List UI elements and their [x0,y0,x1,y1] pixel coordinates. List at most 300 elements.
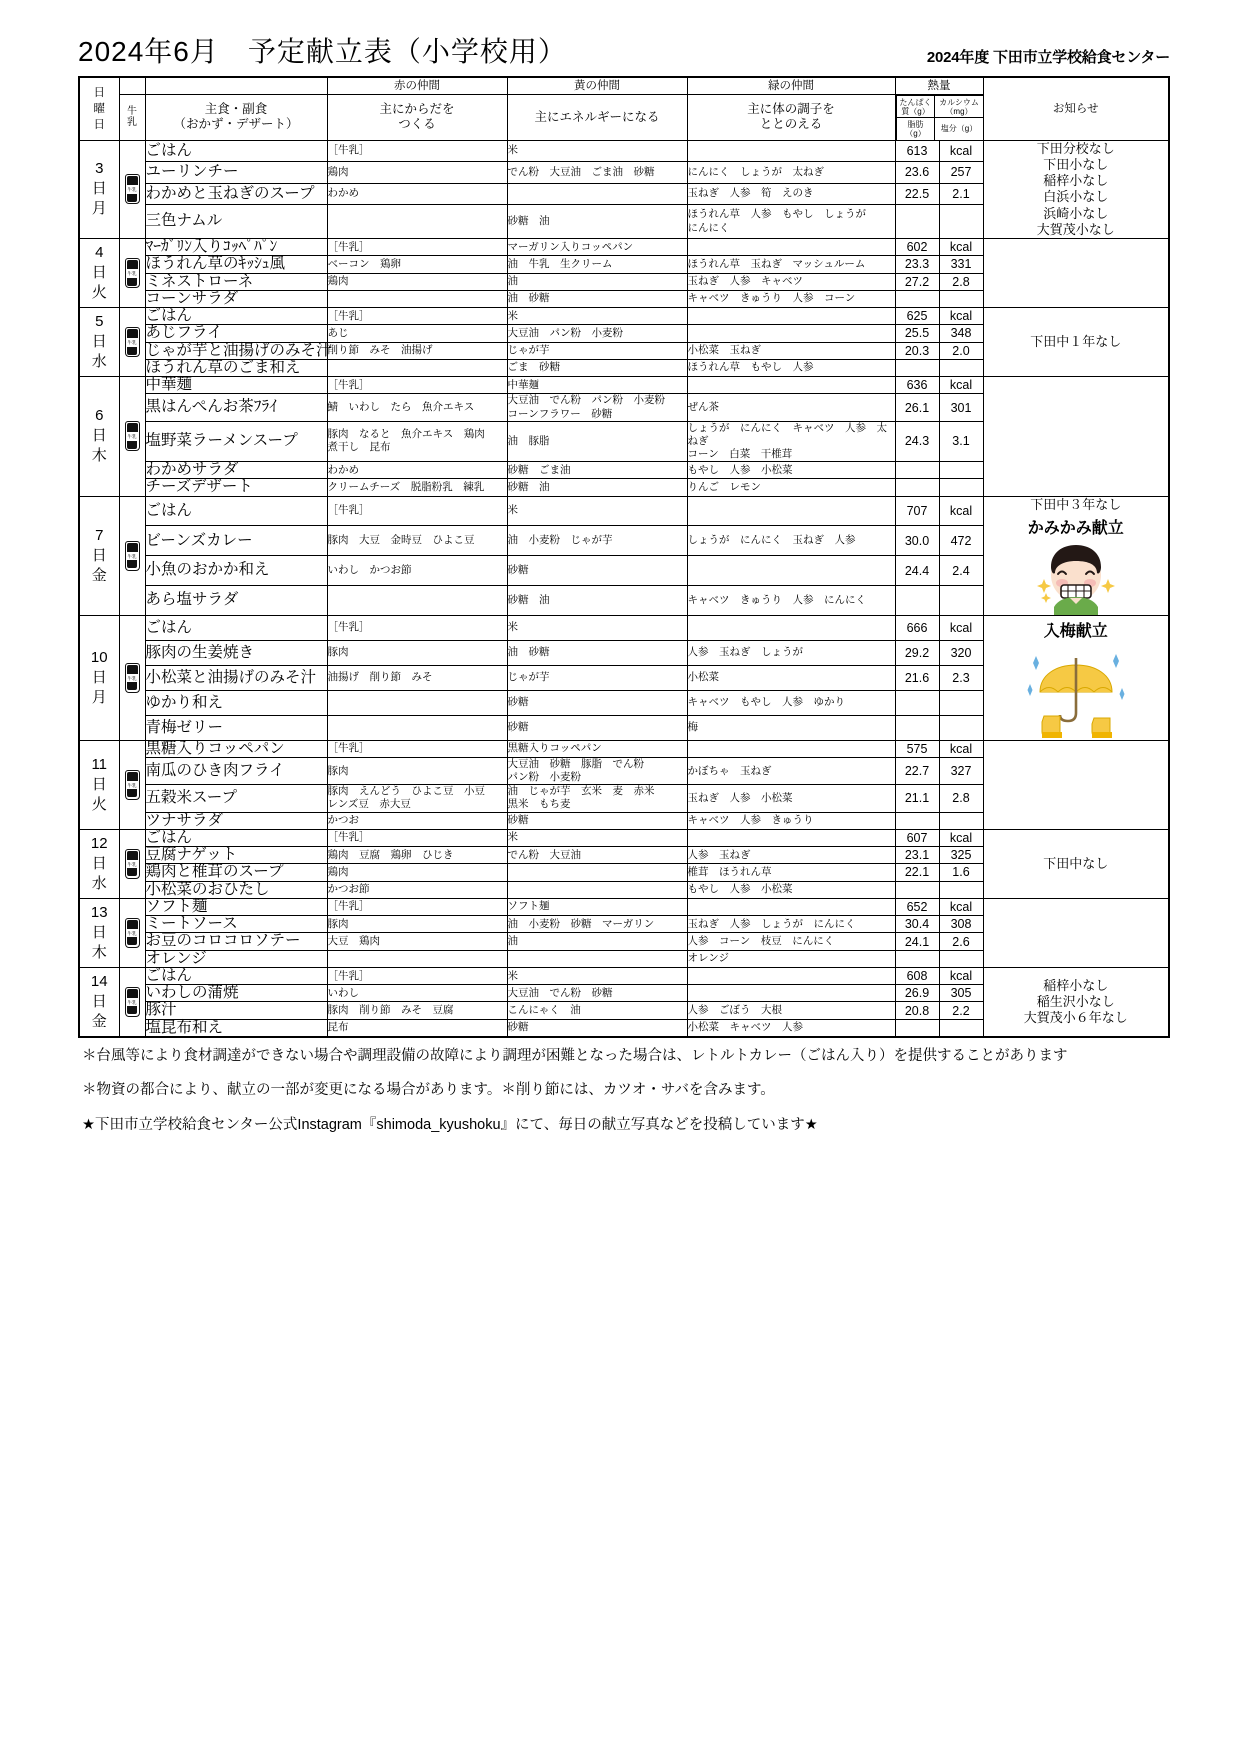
milk-icon-label: 牛乳 [127,999,137,1005]
dish-name: 中華麺 [145,377,327,394]
ingredients-green: 玉ねぎ 人参 筍 えのき [687,183,895,205]
dish-name: ほうれん草のごま和え [145,359,327,376]
ingredients-red: ［牛乳］ [327,615,507,640]
day-weekday: 木 [91,447,107,465]
milk-cell [119,140,145,239]
energy-value: 625 [895,308,939,325]
header-green-line2: ととのえる [759,117,823,132]
header-group-yellow: 黄の仲間 [507,77,687,95]
fat-value: 24.3 [895,421,939,461]
milk-carton-icon [125,541,140,571]
dish-name: 三色ナムル [145,205,327,239]
nutrition-empty [939,1019,983,1037]
header-dish-col [145,95,327,141]
ingredients-green: 小松菜 キャベツ 人参 [687,1019,895,1037]
protein-value: 23.1 [895,847,939,864]
ingredients-yellow: じゃが芋 [507,665,687,690]
ingredients-green: ほうれん草 玉ねぎ マッシュルーム [687,256,895,273]
dish-name: ツナサラダ [145,812,327,829]
notice-line: 下田小なし [1043,156,1109,172]
nutrition-empty [939,812,983,829]
ingredients-red [327,585,507,615]
fat-value: 20.8 [895,1002,939,1019]
ingredients-yellow: 大豆油 でん粉 パン粉 小麦粉 コーンフラワー 砂糖 [507,394,687,421]
day-suffix: 日 [91,923,107,941]
energy-unit: kcal [939,239,983,256]
milk-icon-label: 牛乳 [127,340,137,346]
menu-row [79,496,1169,526]
notice-cell [983,377,1169,496]
notice-cell [983,898,1169,967]
day-cell [79,615,119,740]
page-title: 2024年6月 予定献立表（小学校用） [78,36,567,67]
header-group-green: 緑の仲間 [687,77,895,95]
dish-name: チーズデザート [145,479,327,496]
notice-cell [983,967,1169,1037]
energy-value: 607 [895,829,939,846]
header-day-1: 日 [93,86,105,99]
nutrition-empty [939,205,983,239]
ingredients-green: 人参 コーン 枝豆 にんにく [687,933,895,950]
notice-line: 白浜小なし [1043,189,1109,205]
calcium-value: 325 [939,847,983,864]
smiling-boy-teeth-illustration [1030,541,1122,615]
dish-name: ごはん [145,615,327,640]
day-suffix: 日 [91,546,107,564]
milk-carton-icon [125,258,140,288]
ingredients-yellow: 油 小麦粉 砂糖 マーガリン [507,916,687,933]
ingredients-yellow: 米 [507,308,687,325]
header-protein [896,96,935,118]
ingredients-green: キャベツ きゅうり 人参 にんにく [687,585,895,615]
notice-line: 下田中なし [1043,855,1109,871]
day-number: 10 [90,648,108,666]
ingredients-red [327,290,507,307]
header-dish-line2: （おかず・デザート） [173,117,299,132]
ingredients-yellow: 米 [507,967,687,984]
ingredients-yellow: 砂糖 [507,1019,687,1037]
ingredients-green: 玉ねぎ 人参 キャベツ [687,273,895,290]
menu-body [79,140,1169,1037]
calcium-value: 308 [939,916,983,933]
ingredients-red: 豚肉 [327,758,507,785]
milk-cell [119,239,145,308]
ingredients-yellow: 米 [507,615,687,640]
nutrition-empty [895,205,939,239]
fat-value: 20.3 [895,342,939,359]
calcium-value: 331 [939,256,983,273]
header-protein-l2: 質（g） [901,106,930,116]
ingredients-red [327,690,507,715]
day-number: 6 [95,407,104,425]
ingredients-red: ベーコン 鶏卵 [327,256,507,273]
ingredients-yellow: でん粉 大豆油 ごま油 砂糖 [507,162,687,184]
nutrition-empty [939,950,983,967]
ingredients-green: 人参 ごぼう 大根 [687,1002,895,1019]
menu-row [79,140,1169,162]
energy-unit: kcal [939,308,983,325]
ingredients-green: 小松菜 [687,665,895,690]
ingredients-yellow: 砂糖 [507,556,687,586]
day-suffix: 日 [91,264,107,282]
header-calcium-l2: （mg） [945,106,973,116]
header-group-red: 赤の仲間 [327,77,507,95]
ingredients-green [687,377,895,394]
milk-carton-icon [125,770,140,800]
dish-name: あじフライ [145,325,327,342]
nutrition-empty [895,359,939,376]
notice-cell [983,740,1169,829]
nutrition-empty [939,585,983,615]
menu-row [79,615,1169,640]
energy-unit: kcal [939,615,983,640]
protein-value: 30.4 [895,916,939,933]
ingredients-red: ［牛乳］ [327,740,507,757]
salt-value: 2.1 [939,183,983,205]
notice-cell [983,239,1169,308]
dish-name: 小松菜のおひたし [145,881,327,898]
dish-name: ソフト麺 [145,898,327,915]
header-fat-l1: 脂肪 [907,119,924,129]
ingredients-green: ぜん茶 [687,394,895,421]
milk-icon-label: 牛乳 [127,675,137,681]
dish-name: ごはん [145,140,327,162]
ingredients-red: 鶏肉 [327,864,507,881]
menu-row [79,377,1169,394]
milk-icon-label: 牛乳 [127,930,137,936]
ingredients-red: 鶏肉 [327,273,507,290]
day-suffix: 日 [91,180,107,198]
issuer-name: 2024年度 下田市立学校給食センター [926,49,1170,66]
header-fat [896,118,935,140]
special-menu-label: かみかみ献立 [1027,519,1124,537]
day-weekday: 火 [91,284,107,302]
ingredients-red: ［牛乳］ [327,898,507,915]
dish-name: ごはん [145,967,327,984]
nutrition-empty [939,690,983,715]
dish-name: 青梅ゼリー [145,715,327,740]
milk-carton-icon [125,421,140,451]
notice-line: 浜崎小なし [1043,205,1109,221]
group-header-row [79,77,1169,95]
milk-cell [119,377,145,496]
nutrition-empty [895,812,939,829]
day-suffix: 日 [91,427,107,445]
dish-name: 鶏肉と椎茸のスープ [145,864,327,881]
nutrition-empty [939,359,983,376]
header-nutrition-cols [895,95,983,141]
notice-line: 稲生沢小なし [1036,993,1115,1009]
menu-table [78,76,1170,1038]
header-day-col [79,77,119,140]
dish-name: 豚汁 [145,1002,327,1019]
dish-name: コーンサラダ [145,290,327,307]
milk-cell [119,740,145,829]
nutrition-empty [895,585,939,615]
ingredients-green [687,325,895,342]
day-weekday: 月 [91,688,107,706]
dish-name: いわしの蒲焼 [145,985,327,1002]
energy-value: 613 [895,140,939,162]
day-cell [79,308,119,377]
dish-name: ミネストローネ [145,273,327,290]
dish-name: 五穀米スープ [145,785,327,812]
energy-value: 707 [895,496,939,526]
calcium-value: 327 [939,758,983,785]
energy-value: 666 [895,615,939,640]
ingredients-red: かつお [327,812,507,829]
milk-icon-label: 牛乳 [127,271,137,277]
ingredients-green: 小松菜 玉ねぎ [687,342,895,359]
milk-icon-label: 牛乳 [127,861,137,867]
footnote-3: ★下田市立学校給食センター公式Instagram『shimoda_kyushoku』にて、毎日の献立写真などを投稿しています★ [82,1116,818,1133]
protein-value: 30.0 [895,526,939,556]
ingredients-green [687,239,895,256]
day-number: 13 [90,903,108,921]
day-weekday: 金 [91,566,107,584]
menu-row [79,898,1169,915]
dish-name: 小松菜と油揚げのみそ汁 [145,665,327,690]
ingredients-green [687,556,895,586]
day-number: 5 [95,313,104,331]
ingredients-red: いわし かつお節 [327,556,507,586]
ingredients-green [687,985,895,1002]
ingredients-yellow: 砂糖 油 [507,479,687,496]
energy-value: 608 [895,967,939,984]
header-group-blank-milk [119,77,145,95]
header-calcium [935,96,983,118]
milk-cell [119,898,145,967]
ingredients-red: 油揚げ 削り節 みそ [327,665,507,690]
ingredients-red: 鯖 いわし たら 魚介エキス [327,394,507,421]
milk-icon-label: 牛乳 [127,434,137,440]
ingredients-yellow: 砂糖 [507,812,687,829]
ingredients-red: 鶏肉 [327,162,507,184]
energy-unit: kcal [939,140,983,162]
milk-icon-label: 牛乳 [127,187,137,193]
ingredients-green: キャベツ きゅうり 人参 コーン [687,290,895,307]
day-suffix: 日 [91,333,107,351]
day-cell [79,377,119,496]
ingredients-green: 玉ねぎ 人参 しょうが にんにく [687,916,895,933]
ingredients-green [687,496,895,526]
dish-name: 黒糖入りコッペパン [145,740,327,757]
ingredients-yellow: 油 [507,933,687,950]
menu-row [79,740,1169,757]
ingredients-red: ［牛乳］ [327,239,507,256]
dish-name: ﾏｰｶﾞﾘﾝ入りｺｯﾍﾟﾊﾟﾝ [145,239,327,256]
calcium-value: 257 [939,162,983,184]
header-yellow-col: 主にエネルギーになる [507,95,687,141]
protein-value: 22.7 [895,758,939,785]
ingredients-red: ［牛乳］ [327,140,507,162]
day-cell [79,829,119,898]
ingredients-green: キャベツ もやし 人参 ゆかり [687,690,895,715]
ingredients-green [687,740,895,757]
day-cell [79,967,119,1037]
ingredients-red: 豚肉 えんどう ひよこ豆 小豆 レンズ豆 赤大豆 [327,785,507,812]
salt-value: 2.0 [939,342,983,359]
ingredients-yellow: 油 じゃが芋 玄米 麦 赤米 黒米 もち麦 [507,785,687,812]
dish-name: 黒はんぺんお茶ﾌﾗｲ [145,394,327,421]
fat-value: 21.1 [895,785,939,812]
ingredients-red [327,359,507,376]
ingredients-yellow [507,183,687,205]
ingredients-yellow [507,950,687,967]
ingredients-green: 人参 玉ねぎ [687,847,895,864]
ingredients-yellow: ごま 砂糖 [507,359,687,376]
energy-unit: kcal [939,496,983,526]
notice-cell [983,615,1169,740]
salt-value: 3.1 [939,421,983,461]
header-dish-line1: 主食・副食 [204,102,268,117]
ingredients-red: かつお節 [327,881,507,898]
day-cell [79,496,119,615]
energy-unit: kcal [939,740,983,757]
ingredients-yellow: 砂糖 [507,690,687,715]
ingredients-green [687,308,895,325]
header-red-line2: つくる [398,117,436,132]
ingredients-yellow: こんにゃく 油 [507,1002,687,1019]
notice-cell [983,140,1169,239]
ingredients-green: ほうれん草 もやし 人参 [687,359,895,376]
fat-value: 22.5 [895,183,939,205]
header-salt: 塩分（g） [935,118,983,140]
notice-cell [983,829,1169,898]
energy-unit: kcal [939,829,983,846]
dish-name: ビーンズカレー [145,526,327,556]
header-notice: お知らせ [983,77,1169,140]
dish-name: わかめサラダ [145,462,327,479]
dish-name: わかめと玉ねぎのスープ [145,183,327,205]
day-weekday: 水 [91,874,107,892]
table-header [79,77,1169,140]
salt-value: 2.2 [939,1002,983,1019]
header-group-energy: 熱量 [895,77,983,95]
ingredients-red: 豚肉 なると 魚介エキス 鶏肉 煮干し 昆布 [327,421,507,461]
energy-value: 602 [895,239,939,256]
dish-name: じゃが芋と油揚げのみそ汁 [145,341,332,359]
day-number: 11 [91,755,108,773]
header-day-3: 日 [93,118,105,131]
menu-row [79,239,1169,256]
nutrition-empty [895,462,939,479]
header-milk-1: 牛 [127,106,137,118]
ingredients-green: オレンジ [687,950,895,967]
fat-value: 22.1 [895,864,939,881]
nutrition-empty [895,290,939,307]
ingredients-yellow: 油 砂糖 [507,290,687,307]
ingredients-yellow: 米 [507,140,687,162]
ingredients-yellow [507,864,687,881]
dish-name: オレンジ [145,950,327,967]
ingredients-green [687,898,895,915]
ingredients-yellow: 砂糖 油 [507,585,687,615]
ingredients-green: ほうれん草 人参 もやし しょうが にんにく [687,205,895,239]
ingredients-green: もやし 人参 小松菜 [687,881,895,898]
energy-unit: kcal [939,898,983,915]
ingredients-green: 人参 玉ねぎ しょうが [687,640,895,665]
dish-name: ほうれん草のｷｯｼｭ風 [145,256,327,273]
dish-name: 南瓜のひき肉フライ [145,758,327,785]
dish-name: あら塩サラダ [145,585,327,615]
ingredients-red: ［牛乳］ [327,308,507,325]
salt-value: 2.8 [939,785,983,812]
ingredients-yellow: じゃが芋 [507,342,687,359]
ingredients-red: 削り節 みそ 油揚げ [327,342,507,359]
ingredients-red: ［牛乳］ [327,377,507,394]
ingredients-red: 豚肉 [327,640,507,665]
notice-line: 稲梓小なし [1043,173,1109,188]
ingredients-green: しょうが にんにく キャベツ 人参 太ねぎ コーン 白菜 干椎茸 [687,421,895,461]
ingredients-green [687,829,895,846]
protein-value: 26.1 [895,394,939,421]
dish-name: ごはん [145,496,327,526]
milk-carton-icon [125,987,140,1017]
ingredients-yellow: 中華麺 [507,377,687,394]
ingredients-red [327,205,507,239]
fat-value: 27.2 [895,273,939,290]
notice-line: 下田中１年なし [1030,333,1122,349]
notice-line: 稲梓小なし [1043,977,1109,993]
ingredients-yellow: 油 豚脂 [507,421,687,461]
fat-value: 24.1 [895,933,939,950]
menu-row [79,967,1169,984]
ingredients-green: キャベツ 人参 きゅうり [687,812,895,829]
ingredients-green [687,615,895,640]
ingredients-red: ［牛乳］ [327,967,507,984]
nutrition-empty [939,290,983,307]
day-weekday: 水 [91,353,107,371]
salt-value: 2.6 [939,933,983,950]
notice-cell [983,496,1169,615]
calcium-value: 305 [939,985,983,1002]
ingredients-red: 昆布 [327,1019,507,1037]
ingredients-red: 豚肉 [327,916,507,933]
day-number: 14 [90,972,108,990]
day-suffix: 日 [91,775,107,793]
day-number: 3 [95,160,104,178]
notice-cell [983,308,1169,377]
milk-carton-icon [125,327,140,357]
ingredients-green: 梅 [687,715,895,740]
notice-line: 大賀茂小なし [1036,221,1115,237]
nutrition-empty [895,479,939,496]
notice-line: 下田分校なし [1036,140,1115,156]
footnotes [78,1048,1218,1134]
day-number: 12 [90,834,108,852]
milk-icon-label: 牛乳 [127,782,137,788]
milk-cell [119,308,145,377]
day-number: 7 [95,526,104,544]
ingredients-red: 大豆 鶏肉 [327,933,507,950]
ingredients-yellow: マーガリン入りコッペパン [507,239,687,256]
ingredients-yellow: 油 小麦粉 じゃが芋 [507,526,687,556]
day-number: 4 [95,244,104,262]
menu-row [79,308,1169,325]
header-protein-l1: たんぱく [899,97,932,107]
ingredients-yellow: 砂糖 [507,715,687,740]
dish-name: 小魚のおかか和え [145,556,327,586]
ingredients-green [687,140,895,162]
calcium-value: 472 [939,526,983,556]
nutrition-empty [895,881,939,898]
ingredients-green [687,967,895,984]
nutrition-empty [895,690,939,715]
ingredients-yellow: 砂糖 ごま油 [507,462,687,479]
nutrition-empty [939,715,983,740]
nutrition-empty [939,462,983,479]
